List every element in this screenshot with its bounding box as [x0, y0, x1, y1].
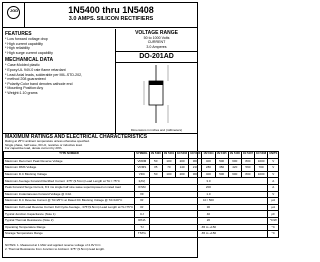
param-cell: Operating Temperature Range — [4, 224, 135, 231]
value-cell: 50 — [149, 171, 162, 178]
unit-cell: V — [268, 171, 279, 178]
mechanical-item: * Weight:1.10 grams — [5, 91, 113, 96]
symbol-cell: TSTG — [135, 231, 150, 238]
mechanical-list — [5, 63, 113, 95]
value-cell: 140 — [175, 165, 188, 172]
unit-cell: V — [268, 191, 279, 198]
voltage-range-box — [116, 29, 197, 49]
unit-cell: °C/W — [268, 217, 279, 224]
value-cell: -65 to +150 — [149, 231, 268, 238]
value-cell: 600 — [228, 171, 241, 178]
diode-outline-icon — [116, 63, 196, 125]
ratings-note: Single phase, half wave, 60 Hz, resistive or inductive load. — [5, 142, 83, 147]
datasheet — [2, 2, 278, 258]
param-cell: Maximum D.C Reverse Current @ TA=25°C at Rated DC Blocking Voltage @ TA=100°C — [4, 198, 135, 205]
company-logo — [3, 3, 25, 27]
param-cell: Typical Thermal Resistance (Note 2) — [4, 217, 135, 224]
package-drawing — [116, 63, 197, 133]
table-header-cell: TYPE NUMBER — [4, 152, 135, 159]
symbol-cell: IFSM — [135, 184, 150, 191]
footnote: NOTES: 1. Measured at 1 MHz and applied reverse voltage of 4.0V D.C. — [5, 243, 102, 247]
param-cell: Typical Junction Capacitance (Note 1) — [4, 211, 135, 218]
ratings-note: Rating at 25°C ambient temperature unless otherwise specified. — [5, 139, 90, 143]
ratings-title: MAXIMUM RATINGS AND ELECTRICAL CHARACTERISTICS — [5, 134, 148, 140]
value-cell: 70 — [162, 165, 175, 172]
param-cell: Maximum Instantaneous Forward Voltage @ 3.0A — [4, 191, 135, 198]
table-row — [4, 204, 279, 211]
header-divider — [3, 27, 197, 28]
table-row — [4, 191, 279, 198]
value-cell: -65 to +150 — [149, 224, 268, 231]
symbol-cell: RθJA — [135, 217, 150, 224]
table-header-cell: 1N 5400 — [149, 152, 162, 159]
table-row — [4, 165, 279, 172]
ratings-notes — [3, 140, 197, 151]
unit-cell: µA — [268, 198, 279, 205]
voltage-range-line: 3.0 Amperes — [146, 44, 167, 49]
value-cell: 500 — [215, 171, 228, 178]
param-cell: Maximum Average Forward Rectified Current .375" (9.5mm) Lead Length at TA = 75°C — [4, 178, 135, 185]
value-cell: 1.0 — [149, 191, 268, 198]
unit-cell: °C — [268, 224, 279, 231]
value-cell: 40 — [149, 211, 268, 218]
right-column — [115, 29, 197, 133]
unit-cell: pF — [268, 211, 279, 218]
voltage-range-line: CURRENT — [147, 40, 166, 45]
symbol-cell: I(AV) — [135, 178, 150, 185]
table-header-cell: 1N 5401 — [162, 152, 175, 159]
features-title: FEATURES — [5, 31, 32, 37]
value-cell: 35 — [149, 165, 162, 172]
value-cell: 300 — [189, 158, 202, 165]
feature-item: * High current capability — [5, 42, 113, 47]
symbol-cell: TJ — [135, 224, 150, 231]
value-cell: 400 — [202, 158, 215, 165]
table-header-cell: 1N 5402 — [175, 152, 188, 159]
value-cell: 800 — [241, 158, 254, 165]
value-cell: 1000 — [255, 158, 268, 165]
mechanical-item: * Polarity:Color band denotes cathode end — [5, 82, 113, 87]
value-cell: 100 — [162, 158, 175, 165]
part-subtitle: 3.0 AMPS. SILICON RECTIFIERS — [68, 16, 154, 22]
value-cell: 200 — [175, 171, 188, 178]
value-cell: 200 — [149, 184, 268, 191]
symbol-cell: VRRM — [135, 158, 150, 165]
mechanical-item: * Mounting Position:Any — [5, 86, 113, 91]
symbol-cell: VF — [135, 191, 150, 198]
symbol-cell: CJ — [135, 211, 150, 218]
table-header-cell: UNITS — [268, 152, 279, 159]
table-header-cell: 1N 5407 — [241, 152, 254, 159]
ratings-note: For capacitive load, derate current by 20%. — [5, 146, 63, 151]
symbol-cell: VRMS — [135, 165, 150, 172]
value-cell: 500 — [215, 158, 228, 165]
value-cell: 300 — [189, 171, 202, 178]
footnote: 2. Thermal Resistance from Junction to Ambient .375" (9.5mm) lead length. — [5, 246, 105, 251]
unit-cell: µA — [268, 204, 279, 211]
value-cell: 10 / 500 — [149, 198, 268, 205]
table-header-cell: 1N 5405 — [215, 152, 228, 159]
value-cell: 400 — [202, 171, 215, 178]
value-cell: 350 — [215, 165, 228, 172]
table-row — [4, 224, 279, 231]
header — [3, 3, 197, 27]
value-cell: 560 — [241, 165, 254, 172]
mechanical-item: * Lead:Axial leads, solderable per MIL-STD-202, — [5, 73, 113, 78]
unit-cell: V — [268, 158, 279, 165]
table-row — [4, 211, 279, 218]
value-cell: 280 — [202, 165, 215, 172]
value-cell: 200 — [175, 158, 188, 165]
value-cell: 50 — [149, 158, 162, 165]
table-row — [4, 171, 279, 178]
footnotes — [5, 244, 105, 251]
part-title: 1N5400 thru 1N5408 — [68, 5, 154, 15]
table-row — [4, 178, 279, 185]
feature-item: * High reliability — [5, 46, 113, 51]
table-row — [4, 158, 279, 165]
package-name: DO-201AD — [116, 51, 197, 63]
table-header-cell: 1N 5404 — [202, 152, 215, 159]
table-header-row — [4, 152, 279, 159]
param-cell: Maximum Full Load Reverse Current Full Cycle Average, .375"(9.5mm) Lead Length at TL=75°C — [5, 205, 134, 210]
value-cell: 100 — [162, 171, 175, 178]
value-cell: 3.0 — [149, 178, 268, 185]
voltage-range-line: 50 to 1000 Volts — [143, 36, 170, 40]
table-header-cell: 1N 5403 — [189, 152, 202, 159]
mechanical-item: * method 208 guaranteed — [5, 77, 113, 82]
feature-item: * High surge current capability — [5, 51, 113, 56]
symbol-cell: VDC — [135, 171, 150, 178]
table-header-cell: 1N 5408 — [255, 152, 268, 159]
table-header-cell: SYMBOL — [135, 152, 150, 159]
param-cell: Peak Forward Surge Current, 8.3 ms single half sine-wave superimposed on rated load — [4, 184, 135, 191]
table-row — [4, 231, 279, 238]
value-cell: 800 — [241, 171, 254, 178]
param-cell: Storage Temperature Range — [4, 231, 135, 238]
table-header-cell: 1N 5406 — [228, 152, 241, 159]
param-cell: Maximum RMS Voltage — [4, 165, 135, 172]
left-column — [5, 29, 113, 96]
voltage-range-title: VOLTAGE RANGE — [135, 30, 178, 36]
symbol-cell: IR — [135, 204, 150, 211]
dimension-note: Dimensions in inches and (millimeters) — [130, 127, 183, 132]
value-cell: 30 — [149, 204, 268, 211]
mechanical-title: MECHANICAL DATA — [5, 57, 54, 64]
logo-text: JGD — [9, 8, 19, 13]
value-cell: 210 — [189, 165, 202, 172]
unit-cell: A — [268, 178, 279, 185]
value-cell: 1000 — [255, 171, 268, 178]
unit-cell: A — [268, 184, 279, 191]
value-cell: 20 — [149, 217, 268, 224]
value-cell: 420 — [228, 165, 241, 172]
feature-item: * Low forward voltage drop — [5, 37, 113, 42]
mechanical-item: * Case:Molded plastic — [5, 63, 113, 68]
unit-cell: V — [268, 165, 279, 172]
ratings-table — [3, 151, 279, 238]
mechanical-item: * Epoxy:UL 94V-0 rate flame retardant — [5, 68, 113, 73]
table-row — [4, 184, 279, 191]
unit-cell: °C — [268, 231, 279, 238]
value-cell: 600 — [228, 158, 241, 165]
symbol-cell: IR — [135, 198, 150, 205]
table-row — [4, 198, 279, 205]
table-row — [4, 217, 279, 224]
param-cell: Maximum D.C Blocking Voltage — [4, 171, 135, 178]
features-list — [5, 37, 113, 55]
param-cell: Maximum Recurrent Peak Reverse Voltage — [4, 158, 135, 165]
ratings-section — [3, 133, 197, 151]
value-cell: 700 — [255, 165, 268, 172]
